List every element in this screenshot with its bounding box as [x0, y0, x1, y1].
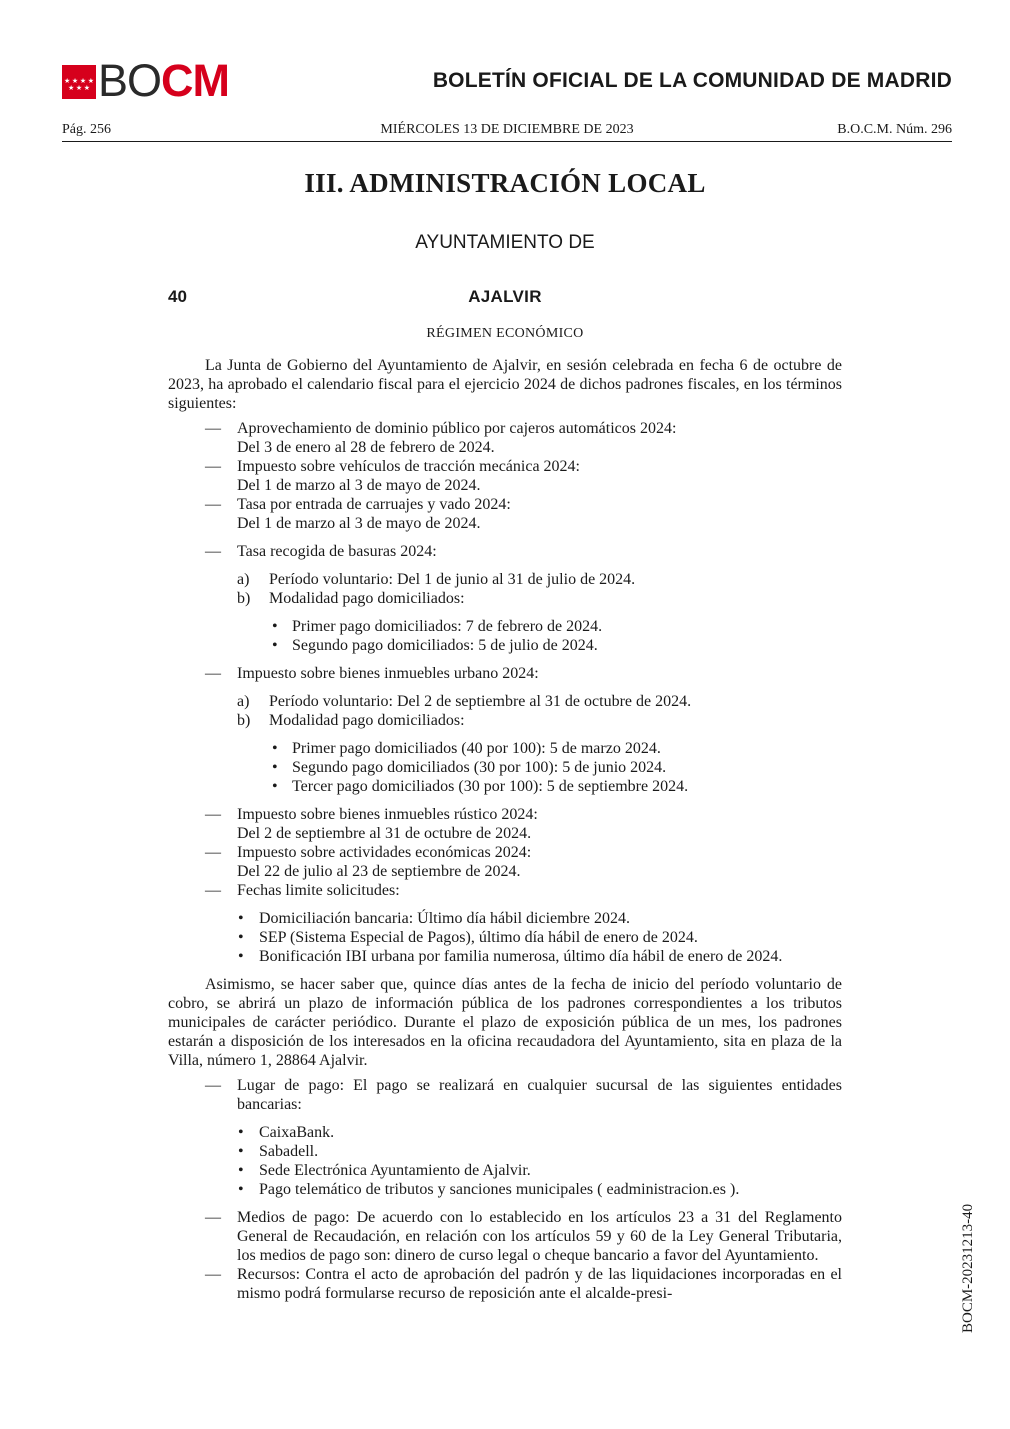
alpha-marker: b) [237, 590, 251, 607]
page-number: Pág. 256 [62, 122, 111, 137]
vehiculos-dates: Del 1 de marzo al 3 de mayo de 2024. [237, 477, 481, 494]
ibi-urbano-title: Impuesto sobre bienes inmuebles urbano 2024: [237, 665, 539, 682]
list-item [168, 617, 842, 636]
bullet-marker: • [238, 948, 244, 965]
dash-marker: — [205, 1209, 221, 1226]
page-header [62, 55, 952, 106]
dash-marker: — [205, 882, 221, 899]
vehiculos-title: Impuesto sobre vehículos de tracción mecánica 2024: [237, 458, 580, 475]
basuras-first-payment: Primer pago domiciliados: 7 de febrero de 2024. [292, 618, 603, 635]
deadline-sep: SEP (Sistema Especial de Pagos), último día hábil de enero de 2024. [259, 929, 698, 946]
alpha-marker: b) [237, 712, 251, 729]
bocm-logo [62, 55, 230, 106]
list-item-text [237, 843, 842, 881]
logo-text [98, 55, 230, 106]
bullet-marker: • [238, 1124, 244, 1141]
basuras-modality: Modalidad pago domiciliados: [269, 590, 465, 607]
exposure-paragraph: Asimismo, se hacer saber que, quince días antes de la fecha de inicio del período voluntario de cobro, se abrirá un plazo de información pública de los padrones correspondientes a los tributos municipales de carácter periódico. Durante el plazo de exposición pública de un mes, los padrones estarán a disposición de los interesados en la oficina recaudadora del Ayuntamiento, sita en plaza de la Villa, número 1, 28864 Ajalvir. [168, 976, 842, 1069]
bullet-marker: • [238, 929, 244, 946]
basuras-second-payment: Segundo pago domiciliados: 5 de julio de 2024. [292, 637, 598, 654]
ibi-first-payment: Primer pago domiciliados (40 por 100): 5 de marzo 2024. [292, 740, 661, 757]
list-item-text [237, 419, 842, 457]
list-item [168, 881, 842, 900]
dash-marker: — [205, 496, 221, 513]
list-item [168, 843, 842, 881]
ibi-third-payment: Tercer pago domiciliados (30 por 100): 5 de septiembre 2024. [292, 778, 689, 795]
list-item [168, 419, 842, 457]
stars-icon: ★ ★ ★ [68, 84, 90, 92]
logo-bo: BO [98, 55, 162, 106]
cajeros-title: Aprovechamiento de dominio público por cajeros automáticos 2024: [237, 420, 677, 437]
deadlines-title: Fechas limite solicitudes: [237, 882, 400, 899]
iae-dates: Del 22 de julio al 23 de septiembre de 2024. [237, 863, 521, 880]
ibi-rustico-dates: Del 2 de septiembre al 31 de octubre de 2024. [237, 825, 532, 842]
ibi-modality: Modalidad pago domiciliados: [269, 712, 465, 729]
bullet-marker: • [272, 778, 278, 795]
payment-place: Lugar de pago: El pago se realizará en cualquier sucursal de las siguientes entidades bancarias: [237, 1077, 842, 1113]
alpha-marker: a) [237, 571, 250, 588]
stars-icon: ★ ★ ★ ★ [64, 77, 94, 85]
list-item [168, 947, 842, 966]
issue-date: MIÉRCOLES 13 DE DICIEMBRE DE 2023 [380, 122, 634, 137]
list-item-text [237, 805, 842, 843]
list-item [168, 542, 842, 561]
payment-methods: Medios de pago: De acuerdo con lo establecido en los artículos 23 a 31 del Reglamento General de Recaudación, en relación con los artículos 59 y 60 de la Ley General Tributaria, los medios de pago son: dinero de curso legal o cheque bancario a favor del Ayuntamiento. [237, 1209, 842, 1264]
list-item-text [237, 495, 842, 533]
dash-marker: — [205, 665, 221, 682]
list-item [168, 636, 842, 655]
issue-number: B.O.C.M. Núm. 296 [837, 122, 952, 137]
list-item [168, 711, 842, 730]
ibi-rustico-title: Impuesto sobre bienes inmuebles rústico 2024: [237, 806, 538, 823]
ibi-period: Período voluntario: Del 2 de septiembre al 31 de octubre de 2024. [269, 693, 692, 710]
dash-marker: — [205, 543, 221, 560]
appeals: Recursos: Contra el acto de aprobación del padrón y de las liquidaciones incorporadas en el mismo podrá formularse recurso de reposición ante el alcalde-presi- [237, 1266, 842, 1302]
announcement-number: 40 [168, 287, 187, 306]
bullet-marker: • [272, 618, 278, 635]
list-item [168, 777, 842, 796]
bullet-marker: • [272, 637, 278, 654]
dash-marker: — [205, 1266, 221, 1283]
list-item [168, 692, 842, 711]
list-item-text [237, 457, 842, 495]
list-item [168, 928, 842, 947]
bullet-marker: • [238, 1181, 244, 1198]
regime-heading: RÉGIMEN ECONÓMICO [426, 326, 584, 341]
dash-marker: — [205, 806, 221, 823]
list-item [168, 805, 842, 843]
header-divider [62, 141, 952, 142]
bullet-marker: • [238, 1143, 244, 1160]
town-name: AJALVIR [468, 287, 542, 306]
dash-marker: — [205, 420, 221, 437]
dash-marker: — [205, 458, 221, 475]
deadline-ibi-bonus: Bonificación IBI urbana por familia numerosa, último día hábil de enero de 2024. [259, 948, 783, 965]
iae-title: Impuesto sobre actividades económicas 2024: [237, 844, 532, 861]
basuras-period: Período voluntario: Del 1 de junio al 31 de julio de 2024. [269, 571, 636, 588]
document-body [168, 356, 842, 1303]
section-title: III. ADMINISTRACIÓN LOCAL [304, 168, 706, 198]
electronic-office: Sede Electrónica Ayuntamiento de Ajalvir. [259, 1162, 531, 1179]
vado-title: Tasa por entrada de carruajes y vado 2024: [237, 496, 511, 513]
logo-cm: CM [161, 55, 230, 106]
list-item [168, 1142, 842, 1161]
list-item [168, 1265, 842, 1303]
bank-sabadell: Sabadell. [259, 1143, 319, 1160]
publication-title: BOLETÍN OFICIAL DE LA COMUNIDAD DE MADRID [432, 69, 952, 92]
cajeros-dates: Del 3 de enero al 28 de febrero de 2024. [237, 439, 495, 456]
basuras-title: Tasa recogida de basuras 2024: [237, 543, 437, 560]
list-item [168, 457, 842, 495]
list-item [168, 739, 842, 758]
list-item [168, 1208, 842, 1265]
ibi-second-payment: Segundo pago domiciliados (30 por 100): 5 de junio 2024. [292, 759, 667, 776]
bank-caixabank: CaixaBank. [259, 1124, 335, 1141]
page-meta [62, 122, 952, 142]
list-item [168, 589, 842, 608]
intro-paragraph: La Junta de Gobierno del Ayuntamiento de Ajalvir, en sesión celebrada en fecha 6 de octubre de 2023, ha aprobado el calendario fiscal para el ejercicio 2024 de dichos padrones fiscales, en los términos siguientes: [168, 357, 842, 412]
list-item [168, 495, 842, 533]
bullet-marker: • [272, 740, 278, 757]
dash-marker: — [205, 844, 221, 861]
bullet-marker: • [238, 910, 244, 927]
bullet-marker: • [238, 1162, 244, 1179]
list-item [168, 909, 842, 928]
alpha-marker: a) [237, 693, 250, 710]
list-item [168, 1076, 842, 1114]
telematic-payment: Pago telemático de tributos y sanciones municipales ( eadministracion.es ). [259, 1181, 740, 1198]
list-item [168, 1180, 842, 1199]
madrid-flag-icon [62, 65, 96, 99]
list-item [168, 1161, 842, 1180]
list-item [168, 664, 842, 683]
list-item [168, 1123, 842, 1142]
bullet-marker: • [272, 759, 278, 776]
dash-marker: — [205, 1077, 221, 1094]
list-item [168, 758, 842, 777]
vado-dates: Del 1 de marzo al 3 de mayo de 2024. [237, 515, 481, 532]
document-code: BOCM-20231213-40 [960, 1203, 976, 1333]
council-heading: AYUNTAMIENTO DE [415, 232, 595, 253]
list-item [168, 570, 842, 589]
deadline-direct-debit: Domiciliación bancaria: Último día hábil diciembre 2024. [259, 910, 630, 927]
